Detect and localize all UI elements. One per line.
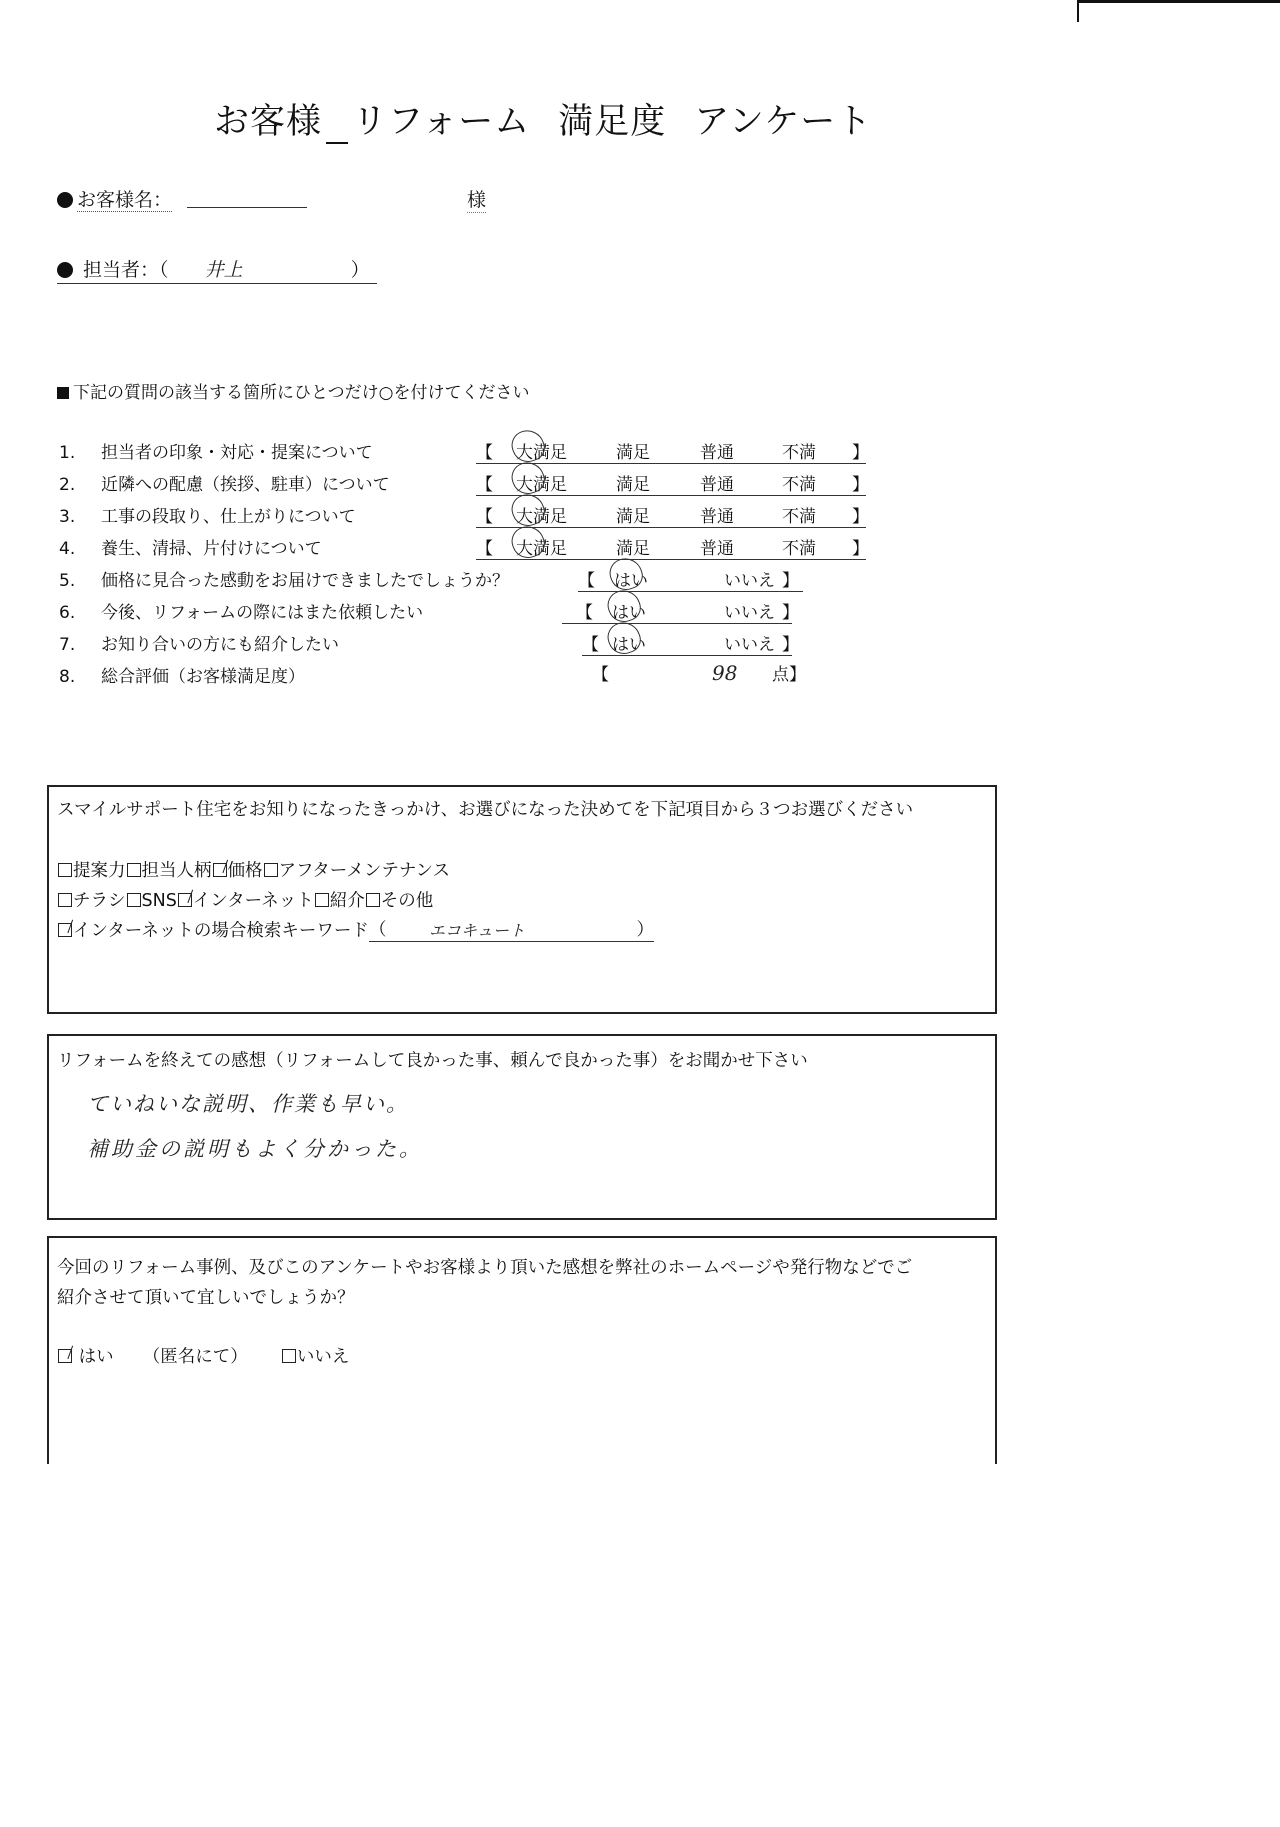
consent-question-line-1: 今回のリフォーム事例、及びこのアンケートやお客様より頂いた感想を弊社のホームページや発行物などでご <box>57 1258 913 1278</box>
question-number: 1. <box>59 443 76 463</box>
scan-margin-mark <box>1077 0 1280 3</box>
instructions-text: 下記の質問の該当する箇所にひとつだけ○を付けてください <box>73 383 530 403</box>
option-satisfied[interactable]: 満足 <box>616 475 650 495</box>
option-dissatisfied[interactable]: 不満 <box>782 507 816 527</box>
checkbox-internet-checked[interactable] <box>178 893 192 907</box>
question-2 <box>59 470 390 495</box>
option-dissatisfied[interactable]: 不満 <box>782 539 816 559</box>
title-part-survey: アンケート <box>694 102 873 142</box>
option-yes-selected[interactable]: はい <box>614 566 724 591</box>
scan-margin-mark-vertical <box>1077 0 1079 22</box>
checkbox-search-keyword-checked[interactable] <box>58 923 72 937</box>
question-5 <box>59 566 509 591</box>
checkbox-after-maintenance[interactable] <box>264 863 278 877</box>
consent-section <box>47 1236 997 1464</box>
question-number: 7. <box>59 635 76 655</box>
question-number: 6. <box>59 603 76 623</box>
checkbox-flyer[interactable] <box>58 893 72 907</box>
staff-close-paren: ） <box>350 259 370 281</box>
customer-name-label: お客様名： <box>77 189 173 211</box>
title-part-customer: お客様 <box>214 102 323 142</box>
question-3-options: 【 大満足 満足 普通 不満 】 <box>476 502 866 528</box>
discovery-section <box>47 785 997 1014</box>
consent-yes-label: はい <box>78 1347 114 1367</box>
question-8 <box>59 662 305 687</box>
discovery-row-2: チラシ SNS インターネット 紹介 その他 <box>57 887 433 912</box>
impressions-answer-line-2[interactable]: 補助金の説明もよく分かった。 <box>87 1137 423 1161</box>
bullet-icon <box>57 192 73 208</box>
consent-no-label: いいえ <box>296 1347 350 1367</box>
discovery-keyword-row <box>57 917 654 942</box>
question-text: 総合評価（お客様満足度） <box>101 667 305 687</box>
instructions <box>57 378 530 403</box>
customer-honorific: 様 <box>467 185 486 213</box>
bullet-icon <box>57 262 73 278</box>
question-text: 価格に見合った感動をお届けできましたでしょうか？ <box>101 571 509 591</box>
option-dissatisfied[interactable]: 不満 <box>782 475 816 495</box>
option-very-satisfied-selected[interactable]: 大満足 <box>516 534 616 559</box>
search-keyword-input[interactable]: （ エコキュート ） <box>368 920 654 940</box>
title-part-reform: リフォーム <box>352 102 531 142</box>
question-number: 4. <box>59 539 76 559</box>
discovery-row-1: 提案力 担当人柄 価格 アフターメンテナンス <box>57 857 450 882</box>
question-text: 担当者の印象・対応・提案について <box>101 443 373 463</box>
question-1 <box>59 438 373 463</box>
option-very-satisfied-selected[interactable]: 大満足 <box>516 438 616 463</box>
discovery-heading: スマイルサポート住宅をお知りになったきっかけ、お選びになった決めてを下記項目から３つお選びください <box>57 800 914 820</box>
question-number: 2. <box>59 475 76 495</box>
option-yes-selected[interactable]: はい <box>612 598 724 623</box>
staff-name-value[interactable]: 井上 <box>204 259 243 281</box>
checkbox-consent-no[interactable] <box>282 1349 296 1363</box>
staff-label: 担当者：（ <box>83 259 169 281</box>
option-satisfied[interactable]: 満足 <box>616 539 650 559</box>
question-text: 近隣への配慮（挨拶、駐車）について <box>101 475 390 495</box>
checkbox-other[interactable] <box>366 893 380 907</box>
title-part-satisfaction: 満足度 <box>558 102 667 142</box>
consent-yes-note: （匿名にて） <box>142 1347 248 1367</box>
question-number: 5. <box>59 571 76 591</box>
option-satisfied[interactable]: 満足 <box>616 507 650 527</box>
option-no[interactable]: いいえ <box>724 635 775 655</box>
question-4-options: 【 大満足 満足 普通 不満 】 <box>476 534 866 560</box>
option-neutral[interactable]: 普通 <box>700 443 734 463</box>
checkbox-staff-personality[interactable] <box>127 863 141 877</box>
impressions-answer-line-1[interactable]: ていねいな説明、作業も早い。 <box>87 1092 409 1116</box>
option-satisfied[interactable]: 満足 <box>616 443 650 463</box>
score-unit: 点 <box>772 665 789 685</box>
consent-question-line-2: 紹介させて頂いて宜しいでしょうか？ <box>57 1288 355 1308</box>
question-2-options: 【 大満足 満足 普通 不満 】 <box>476 470 866 496</box>
staff-field <box>57 255 377 284</box>
question-text: 養生、清掃、片付けについて <box>101 539 322 559</box>
option-neutral[interactable]: 普通 <box>700 507 734 527</box>
square-bullet-icon <box>57 387 69 399</box>
question-7-options: 【 はい いいえ 】 <box>582 630 792 656</box>
title-underline <box>326 116 348 144</box>
consent-options <box>57 1343 349 1368</box>
option-neutral[interactable]: 普通 <box>700 539 734 559</box>
customer-name-field <box>57 185 487 212</box>
option-very-satisfied-selected[interactable]: 大満足 <box>516 470 616 495</box>
checkbox-referral[interactable] <box>315 893 329 907</box>
checkbox-sns[interactable] <box>127 893 141 907</box>
question-text: 今後、リフォームの際にはまた依頼したい <box>101 603 424 623</box>
question-text: お知り合いの方にも紹介したい <box>101 635 339 655</box>
page-title <box>214 94 872 144</box>
score-value[interactable]: 98 <box>712 661 738 685</box>
option-no[interactable]: いいえ <box>724 571 775 591</box>
search-keyword-label: インターネットの場合検索キーワード <box>73 921 369 941</box>
question-3 <box>59 502 356 527</box>
question-4 <box>59 534 322 559</box>
impressions-section <box>47 1034 997 1220</box>
question-6-options: 【 はい いいえ 】 <box>562 598 792 624</box>
question-number: 3. <box>59 507 76 527</box>
question-6 <box>59 598 423 623</box>
question-number: 8. <box>59 667 76 687</box>
question-1-options: 【 大満足 満足 普通 不満 】 <box>476 438 866 464</box>
checkbox-proposal[interactable] <box>58 863 72 877</box>
impressions-heading: リフォームを終えての感想（リフォームして良かった事、頼んで良かった事）をお聞かせ下さい <box>57 1051 808 1071</box>
option-dissatisfied[interactable]: 不満 <box>782 443 816 463</box>
question-text: 工事の段取り、仕上がりについて <box>101 507 356 527</box>
checkbox-price-checked[interactable] <box>213 863 227 877</box>
option-neutral[interactable]: 普通 <box>700 475 734 495</box>
checkbox-consent-yes-checked[interactable] <box>58 1349 72 1363</box>
option-very-satisfied-selected[interactable]: 大満足 <box>516 502 616 527</box>
question-7 <box>59 630 339 655</box>
overall-score: 【 98 点】 <box>592 661 806 685</box>
customer-name-input-line[interactable] <box>187 207 307 208</box>
option-yes-selected[interactable]: はい <box>612 630 724 655</box>
question-5-options: 【 はい いいえ 】 <box>578 566 803 592</box>
option-no[interactable]: いいえ <box>724 603 775 623</box>
